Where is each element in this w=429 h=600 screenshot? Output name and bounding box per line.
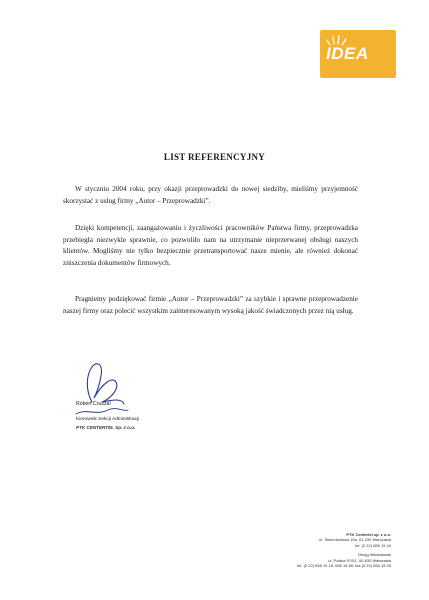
footer-phone-2: tel. (0 22) 656 15 16, 656 15 88, fax (0 22) 656 15 26 xyxy=(297,563,391,569)
signatory-name: Robert Cruszal xyxy=(76,401,111,407)
signatory-role: Kierownik Sekcji Administracji xyxy=(76,417,140,422)
footer-phone-1: tel. (0 22) 656 15 44 xyxy=(355,542,391,548)
paragraph-1: W styczniu 2004 roku, przy okazji przeprowadzki do nowej siedziby, mieliśmy przyjemność skorzystać z usług firmy „Autor – Przeprowadzki”. xyxy=(63,185,358,205)
signatory-company: PTK CENTERTEL Sp. z o.o. xyxy=(76,425,136,430)
logo-text: IDEA xyxy=(326,44,369,63)
document-title: LIST REFERENCYJNY xyxy=(163,152,266,162)
paragraph-3: Pragniemy podziękować firmie „Autor – Przeprowadzki” za szybkie i sprawne przeprowadzenie naszej firmy oraz polecić wszystkim zainteresowanym wysoką jakość świadczonych przez nią usług. xyxy=(63,295,358,315)
handwritten-signature xyxy=(72,354,132,434)
paragraph-2: Dzięki kompetencji, zaangażowaniu i życzliwości pracowników Państwa firmy, przeprowadzka przebiegła niezwykle sprawnie, co pozwoliło nam na utrzymanie nieprzerwanej obsługi naszych klientów. Mogliśmy nie tylko bezpiecznie przetransportować nasze mienie, ale również dokonać zniszczenia dokumentów firmowych. xyxy=(63,224,358,267)
footer-branch: Okręg Warszawski xyxy=(357,552,391,558)
footer-company: PTK Centertel sp. z o.o. xyxy=(346,532,391,537)
footer-address-1: ul. Skierniewicka 10a, 01-230 Warszawa xyxy=(319,537,391,543)
footer-address xyxy=(211,532,391,568)
company-logo xyxy=(320,30,396,78)
footer-address-2: ul. Polska 57/61, 00-830 Warszawa xyxy=(328,557,391,563)
